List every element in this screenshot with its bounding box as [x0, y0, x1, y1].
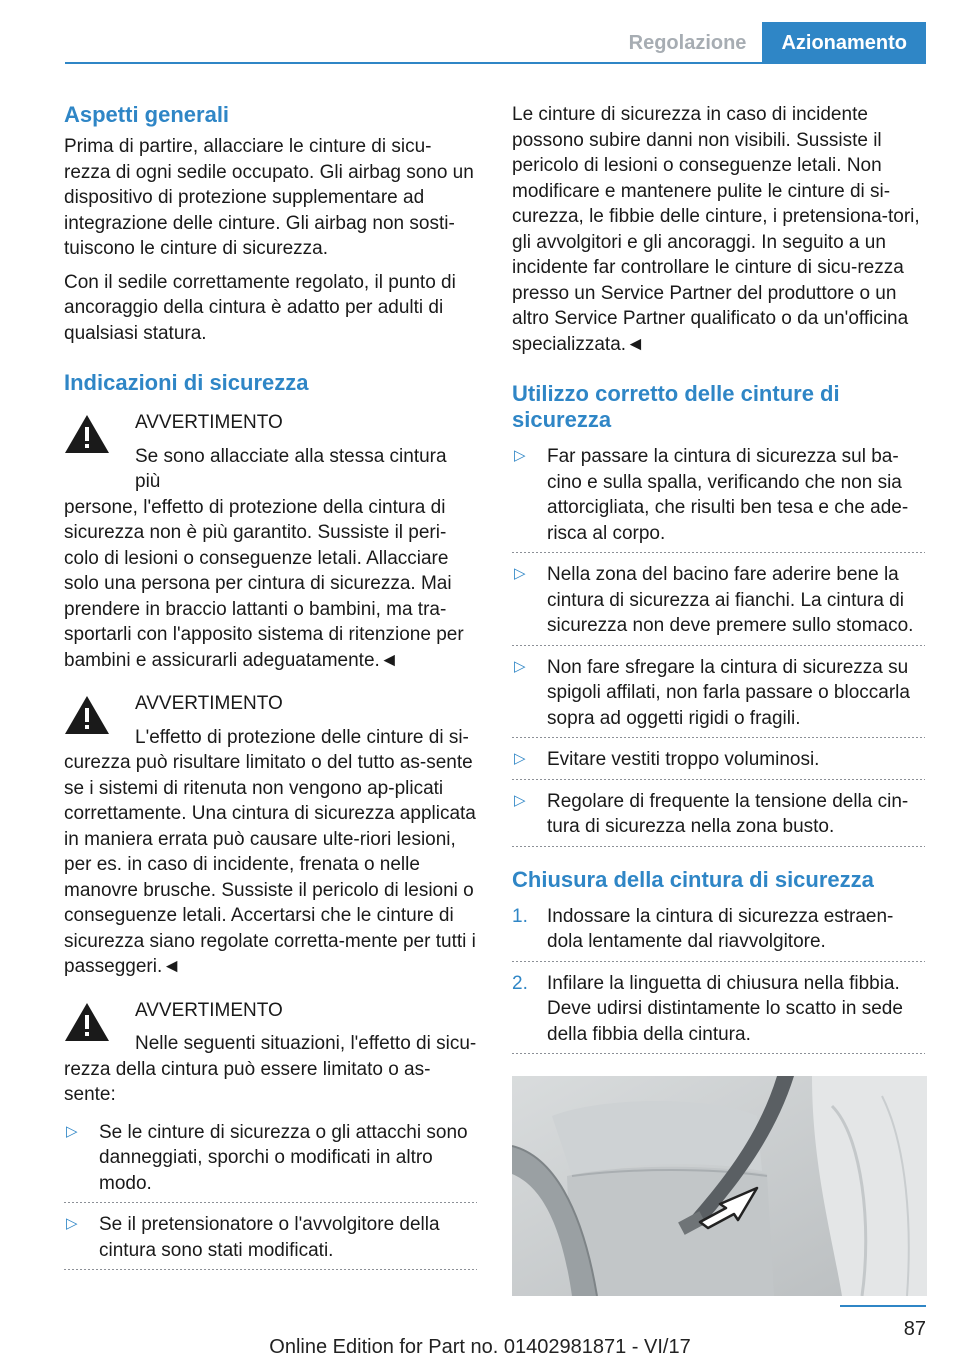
aspetti-paragraph-2: Con il sedile correttamente regolato, il punto di ancoraggio della cintura è adatto per adulti di qualsiasi statura. — [64, 271, 456, 344]
tab-azionamento[interactable]: Azionamento — [762, 22, 926, 64]
warning-triangle-icon — [64, 1002, 110, 1042]
list-item: ▷ Nella zona del bacino fare aderire bene la cintura di sicurezza ai fianchi. La cintura di sicurezza non deve premere sullo stomaco. — [512, 553, 925, 646]
header-rule — [65, 62, 926, 64]
list-item: ▷ Regolare di frequente la tensione della cin-tura di sicurezza nella zona busto. — [512, 780, 925, 847]
right-column — [512, 102, 925, 1296]
warning-title: AVVERTIMENTO — [135, 999, 283, 1021]
triangle-bullet-icon: ▷ — [514, 750, 526, 767]
utilizzo-list — [512, 435, 925, 847]
list-item: ▷ Non fare sfregare la cintura di sicurezza su spigoli affilati, non farla passare o bloccarla sopra ad oggetti rigidi o fragili. — [512, 646, 925, 739]
warning-first-line: L'effetto di protezione delle cinture di si- — [135, 726, 469, 748]
triangle-bullet-icon: ▷ — [66, 1122, 78, 1140]
utilizzo-corretto-heading: Utilizzo corretto delle cinture di sicurezza — [512, 381, 840, 432]
triangle-bullet-icon: ▷ — [514, 657, 526, 675]
warning-text: persone, l'effetto di protezione della cintura di sicurezza non è più garantito. Sussiste il peri-colo di lesioni o conseguenze letali. Allacciare solo una persona per cintura di sicurezza. Mai prendere in braccio lattanti o bambini, ma tra-sportarli con l'apposito sistema di ritenzione per bambini e assicurarli adeguatamente.◄ — [64, 496, 464, 671]
warning-block-3 — [64, 998, 477, 1271]
warning-block-2 — [64, 691, 477, 980]
warning-triangle-icon — [64, 695, 110, 735]
chiusura-cintura-heading: Chiusura della cintura di sicurezza — [512, 866, 874, 892]
triangle-bullet-icon: ▷ — [514, 565, 526, 582]
list-item: 1. Indossare la cintura di sicurezza estraen-dola lentamente dal riavvolgitore. — [512, 895, 925, 962]
seatbelt-buckle-photo — [512, 1076, 927, 1296]
warning-first-line: Nelle seguenti situazioni, l'effetto di sicu- — [135, 1033, 477, 1054]
list-item: ▷ Se le cinture di sicurezza o gli attacchi sono danneggiati, sporchi o modificati in altro modo. — [64, 1111, 477, 1204]
warning-block-1 — [64, 410, 477, 673]
triangle-bullet-icon: ▷ — [66, 1215, 78, 1232]
triangle-bullet-icon: ▷ — [514, 791, 526, 809]
warning-triangle-icon — [64, 414, 110, 454]
triangle-bullet-icon: ▷ — [514, 447, 526, 464]
aspetti-generali-heading: Aspetti generali — [64, 102, 230, 127]
chiusura-steps-list — [512, 895, 925, 1055]
list-item: ▷ Far passare la cintura di sicurezza sul ba-cino e sulla spalla, verificando che non sia attorcigliata, che risulti ben tesa e che ade-risca al corpo. — [512, 435, 925, 553]
step-number: 1. — [512, 905, 528, 927]
page-number: 87 — [903, 1318, 926, 1340]
indicazioni-sicurezza-heading: Indicazioni di sicurezza — [64, 370, 309, 395]
header-tabs — [613, 22, 926, 64]
step-number: 2. — [512, 972, 528, 994]
intro-paragraph: Le cinture di sicurezza in caso di incidente possono subire danni non visibili. Sussiste il pericolo di lesioni o conseguenze letali. Non modificare e mantenere pulite le cinture di si-curezza, le fibbie delle cinture, i pretensiona-tori, gli avvolgitori e gli ancoraggi. In seguito a un incidente far controllare le cinture di sicu-rezza presso un Service Partner del produttore o un altro Service Partner qualificato o da un'officina specializzata.◄ — [512, 104, 920, 355]
warning-title: AVVERTIMENTO — [135, 412, 283, 433]
list-item: ▷ Evitare vestiti troppo voluminosi. — [512, 738, 925, 780]
warning-first-line: Se sono allacciate alla stessa cintura più — [135, 445, 447, 492]
footer-rule — [840, 1305, 926, 1307]
list-item: ▷ Se il pretensionatore o l'avvolgitore della cintura sono stati modificati. — [64, 1203, 477, 1270]
list-item: 2. Infilare la linguetta di chiusura nella fibbia. Deve udirsi distintamente lo scatto in sede della fibbia della cintura. — [512, 962, 925, 1055]
warning-conditions-list — [64, 1111, 477, 1271]
footer-edition: Online Edition for Part no. 01402981871 - VI/17 — [269, 1336, 691, 1358]
aspetti-paragraph-1: Prima di partire, allacciare le cinture di sicu-rezza di ogni sedile occupato. Gli airbag sono un dispositivo di protezione supplementare ad integrazione delle cinture. Gli airbag non sosti-tuiscono le cinture di sicurezza. — [64, 136, 474, 259]
warning-title: AVVERTIMENTO — [135, 693, 283, 714]
left-column — [64, 102, 477, 1270]
warning-text: curezza può risultare limitato o del tutto as-sente se i sistemi di ritenuta non vengono ap-plicati correttamente. Una cintura di sicurezza applicata in maniera errata può causare ulte-riori lesioni, per es. in caso di incidente, frenata o nelle manovre brusche. Sussiste il pericolo di lesioni o conseguenze letali. Accertarsi che le cinture di sicurezza siano regolate corretta-mente per tutti i passeggeri.◄ — [64, 752, 476, 977]
tab-regolazione[interactable]: Regolazione — [628, 31, 747, 54]
warning-text: rezza della cintura può essere limitato o as-sente: — [64, 1058, 431, 1105]
